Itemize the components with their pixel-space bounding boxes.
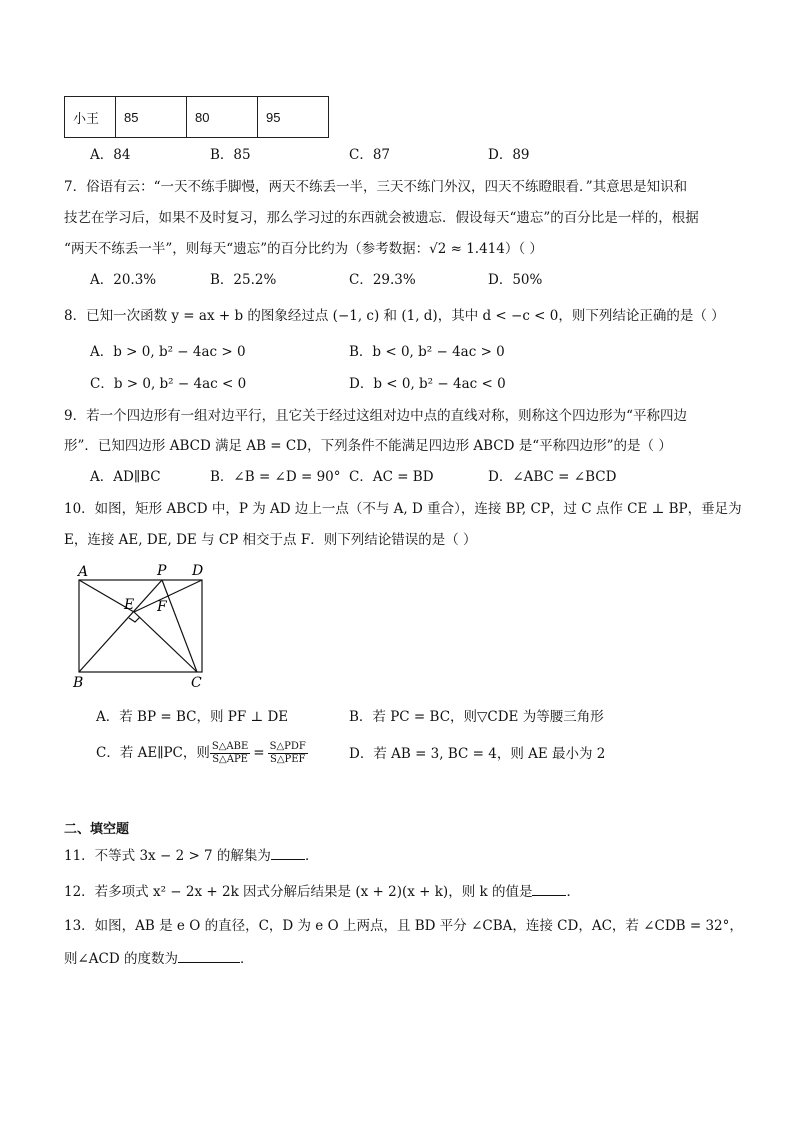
label-p: P	[157, 563, 167, 579]
q10-option-a[interactable]: A．若 BP = BC，则 PF ⊥ DE	[96, 709, 289, 725]
section-heading: 二、填空题	[64, 822, 130, 837]
q12-period: ．	[566, 884, 580, 900]
table-cell-score: 95	[258, 97, 329, 138]
q6-option-a[interactable]: A．84	[90, 147, 131, 163]
q9-option-c[interactable]: C．AC = BD	[349, 469, 434, 485]
q10-option-c[interactable]	[96, 736, 308, 770]
q10-option-d[interactable]: D．若 AB = 3, BC = 4，则 AE 最小为 2	[349, 746, 606, 762]
q11-text: 11．不等式 3x − 2 > 7 的解集为	[64, 848, 271, 864]
q13-period: ．	[240, 951, 254, 967]
q10-rectangle-figure	[66, 560, 216, 690]
q10-stem-line2: E，连接 AE, DE, DE 与 CP 相交于点 F．则下列结论错误的是（ ）	[64, 532, 477, 548]
q6-option-b[interactable]: B．85	[210, 147, 251, 163]
q13-answer-blank[interactable]	[178, 948, 240, 963]
q11-stem	[64, 845, 318, 865]
q7-option-a[interactable]: A．20.3%	[90, 272, 157, 288]
equals-sign: =	[253, 745, 265, 761]
label-e: E	[124, 597, 135, 613]
q7-stem-line1: 7．俗语有云：“一天不练手脚慢，两天不练丢一半，三天不练门外汉，四天不练瞪眼看．”其意思是知识和	[64, 179, 688, 195]
q7-option-d[interactable]: D．50%	[488, 272, 543, 288]
right-angle-mark	[129, 617, 140, 622]
segment-pc	[162, 580, 197, 672]
q13-stem-line1: 13．如图，AB 是 e O 的直径，C，D 为 e O 上两点，且 BD 平分 ∠CBA，连接 CD，AC，若 ∠CDB = 32°，	[64, 918, 743, 934]
q9-stem-line1: 9．若一个四边形有一组对边平行，且它关于经过这组对边中点的直线对称，则称这个四边形为“平称四边	[64, 408, 687, 424]
label-c: C	[191, 675, 202, 690]
q8-option-b[interactable]: B．b < 0, b² − 4ac > 0	[349, 344, 505, 360]
segment-ec	[134, 612, 197, 672]
q8-option-c[interactable]: C．b > 0, b² − 4ac < 0	[90, 376, 247, 392]
fraction-left-numerator: S△ABE	[211, 740, 249, 752]
fraction-left	[210, 741, 250, 766]
q12-answer-blank[interactable]	[532, 881, 566, 896]
score-table	[64, 96, 329, 138]
q8-option-d[interactable]: D．b < 0, b² − 4ac < 0	[349, 376, 506, 392]
q7-stem-line3: “两天不练丢一半”，则每天“遗忘”的百分比约为（参考数据：√2 ≈ 1.414）（ ）	[64, 241, 543, 257]
table-row	[65, 97, 329, 138]
table-cell-name: 小王	[65, 97, 116, 138]
table-cell-score: 80	[187, 97, 258, 138]
q6-option-d[interactable]: D．89	[488, 147, 530, 163]
q9-option-b[interactable]: B．∠B = ∠D = 90°	[210, 469, 341, 485]
rectangle-abcd	[79, 580, 202, 672]
q13-text: 则∠ACD 的度数为	[64, 951, 179, 967]
label-b: B	[73, 675, 84, 690]
q10-option-b[interactable]: B．若 PC = BC，则▽CDE 为等腰三角形	[349, 709, 604, 725]
table-cell-score: 85	[116, 97, 187, 138]
q11-answer-blank[interactable]	[271, 845, 305, 860]
fraction-right	[268, 741, 308, 766]
fraction-right-denominator: S△PEF	[269, 753, 306, 765]
label-d: D	[192, 563, 204, 579]
q12-text: 12．若多项式 x² − 2x + 2k 因式分解后结果是 (x + 2)(x + k)，则 k 的值是	[64, 884, 533, 900]
q13-stem-line2	[64, 948, 254, 968]
q7-option-c[interactable]: C．29.3%	[349, 272, 416, 288]
segment-de	[134, 580, 202, 612]
q10-stem-line1: 10．如图，矩形 ABCD 中，P 为 AD 边上一点（不与 A, D 重合），连接 BP, CP，过 C 点作 CE ⊥ BP，垂足为	[64, 501, 742, 517]
q8-option-a[interactable]: A．b > 0, b² − 4ac > 0	[90, 344, 246, 360]
fraction-left-denominator: S△APE	[212, 753, 248, 765]
q10-option-c-text: C．若 AE∥PC，则	[96, 745, 210, 761]
q6-option-c[interactable]: C．87	[349, 147, 391, 163]
fraction-right-numerator: S△PDF	[269, 740, 306, 752]
q9-option-a[interactable]: A．AD∥BC	[90, 469, 161, 485]
q9-option-d[interactable]: D．∠ABC = ∠BCD	[488, 469, 617, 485]
label-a: A	[78, 564, 89, 580]
q8-stem: 8．已知一次函数 y = ax + b 的图象经过点 (−1, c) 和 (1, d)，其中 d < −c < 0，则下列结论正确的是（ ）	[64, 308, 725, 324]
q7-option-b[interactable]: B．25.2%	[210, 272, 277, 288]
q12-stem	[64, 881, 580, 901]
q11-period: ．	[304, 848, 319, 864]
label-f: F	[157, 599, 167, 615]
q9-stem-line2: 形”．已知四边形 ABCD 满足 AB = CD，下列条件不能满足四边形 ABCD 是“平称四边形”的是（ ）	[64, 438, 672, 454]
q7-stem-line2: 技艺在学习后，如果不及时复习，那么学习过的东西就会被遗忘．假设每天“遗忘”的百分比是一样的，根据	[64, 210, 699, 226]
